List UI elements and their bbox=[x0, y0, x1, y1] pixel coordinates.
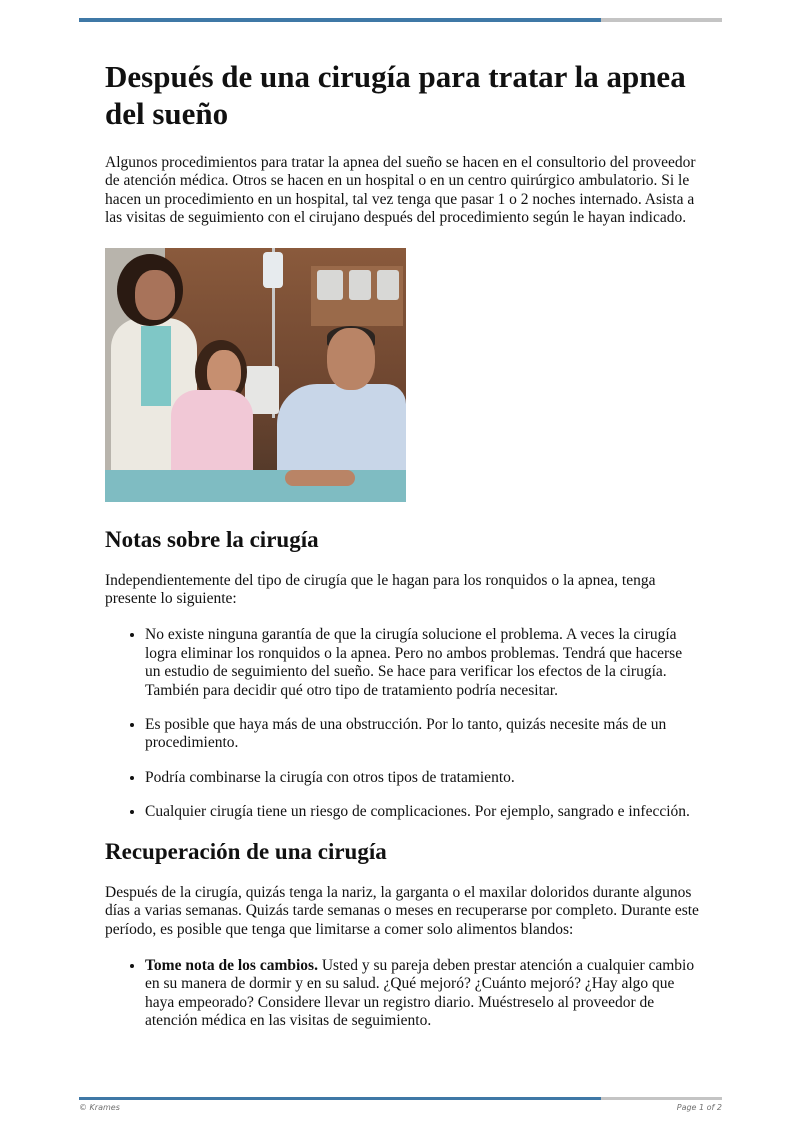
footer-copyright: © Krames bbox=[79, 1103, 120, 1112]
list-item-text: Usted y su pareja deben prestar atención a cualquier cambio en su manera de dormir y en su salud. ¿Qué mejoró? ¿Cuánto mejoró? ¿Hay algo que haya empeorado? Considere llevar un registro diario. Muéstreselo al proveedor de atención médica en las visitas de seguimiento. bbox=[145, 956, 695, 1030]
header-rule-gray bbox=[601, 18, 722, 22]
footer-rule-gray bbox=[601, 1097, 722, 1100]
recovery-lead: Después de la cirugía, quizás tenga la nariz, la garganta o el maxilar doloridos durante algunos días a varias semanas. Quizás tarde semanas o meses en recuperarse por completo. Durante este período, es posible que tenga que limitarse a comer solo alimentos blandos: bbox=[105, 883, 699, 938]
footer-rule-blue bbox=[79, 1097, 601, 1100]
intro-paragraph: Algunos procedimientos para tratar la apnea del sueño se hacen en el consultorio del proveedor de atención médica. Otros se hacen en un hospital o en un centro quirúrgico ambulatorio. Si le hacen un procedimiento en un hospital, tal vez tenga que pasar 1 o 2 noches internado. Asista a las visitas de seguimiento con el cirujano después del procedimiento según le hayan indicado. bbox=[105, 154, 696, 227]
recovery-section bbox=[105, 838, 700, 1031]
notes-lead: Independientemente del tipo de cirugía que le hagan para los ronquidos o la apnea, tenga presente lo siguiente: bbox=[105, 571, 656, 608]
list-item: • No existe ninguna garantía de que la cirugía solucione el problema. A veces la cirugía logra eliminar los ronquidos o la apnea. Pero no ambos problemas. Tendrá que hacerse un estudio de seguimiento del sueño. Se hace para verificar los efectos de la cirugía. También para decidir qué otro tipo de tratamiento podría necesitar. bbox=[145, 626, 700, 700]
header-rule-blue bbox=[79, 18, 601, 22]
family-hospital-photo bbox=[105, 248, 406, 502]
notes-list bbox=[105, 626, 700, 821]
list-item: • Podría combinarse la cirugía con otros tipos de tratamiento. bbox=[145, 769, 700, 787]
header-rule bbox=[79, 18, 722, 22]
footer-page-number: Page 1 of 2 bbox=[676, 1103, 722, 1112]
list-item: • Es posible que haya más de una obstrucción. Por lo tanto, quizás necesite más de un procedimiento. bbox=[145, 716, 700, 753]
document-content bbox=[105, 58, 700, 1047]
notes-section bbox=[105, 526, 700, 822]
recovery-list bbox=[105, 957, 700, 1031]
list-item-bold: Tome nota de los cambios. bbox=[145, 956, 318, 974]
page-footer bbox=[79, 1103, 722, 1112]
recovery-heading: Recuperación de una cirugía bbox=[105, 838, 387, 864]
list-item: • Cualquier cirugía tiene un riesgo de complicaciones. Por ejemplo, sangrado e infección. bbox=[145, 803, 700, 821]
footer-rule bbox=[79, 1097, 722, 1100]
page-title: Después de una cirugía para tratar la apnea del sueño bbox=[105, 59, 686, 131]
list-item bbox=[145, 957, 700, 1031]
notes-heading: Notas sobre la cirugía bbox=[105, 526, 319, 552]
